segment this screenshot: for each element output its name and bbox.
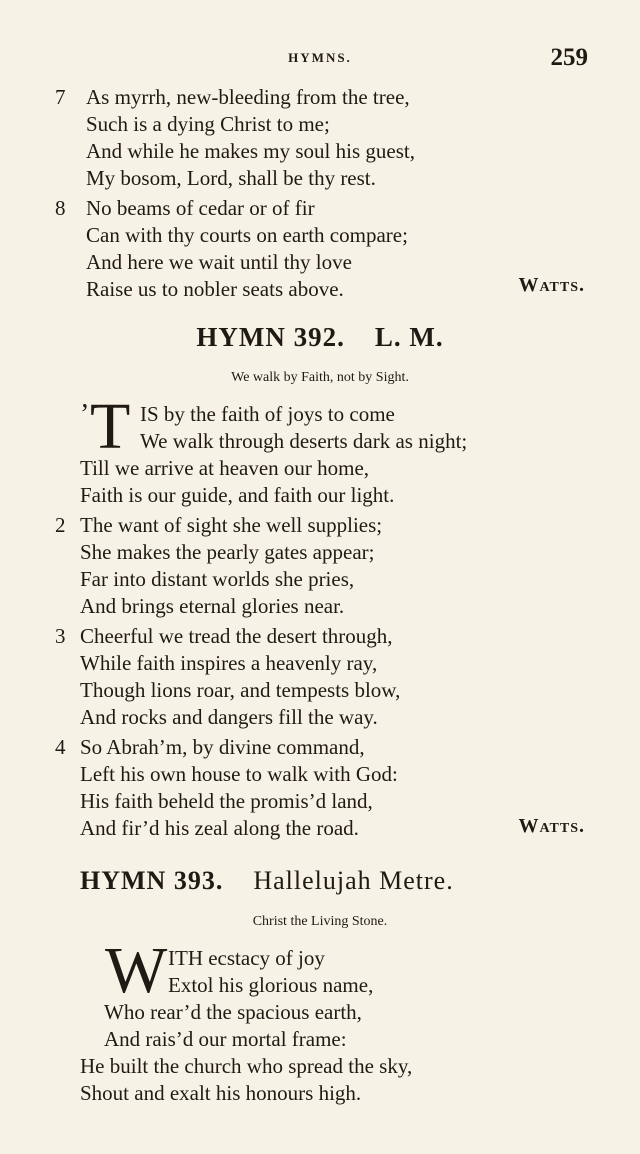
verse-line: Faith is our guide, and faith our light. xyxy=(80,483,395,507)
author-attribution: Watts. xyxy=(518,274,585,296)
verse-line: Though lions roar, and tempests blow, xyxy=(80,678,401,702)
author-attribution: Watts. xyxy=(518,815,585,837)
hymn-subtitle: Christ the Living Stone. xyxy=(252,914,388,929)
hymn-heading xyxy=(0,322,640,353)
verse-line: So Abrah’m, by divine command, xyxy=(80,735,365,759)
hymn-subtitle: We walk by Faith, not by Sight. xyxy=(231,370,409,385)
verse-line: Raise us to nobler seats above. xyxy=(86,277,344,301)
verse-line: And while he makes my soul his guest, xyxy=(86,139,415,163)
page-number: 259 xyxy=(550,44,588,71)
verse-line: Who rear’d the spacious earth, xyxy=(104,1000,362,1024)
verse-line: Extol his glorious name, xyxy=(168,973,374,997)
verse-line: Till we arrive at heaven our home, xyxy=(80,456,370,480)
verse-line: Shout and exalt his honours high. xyxy=(80,1081,362,1105)
verse-line: As myrrh, new-bleeding from the tree, xyxy=(86,85,410,109)
verse-number: 7 xyxy=(55,85,66,109)
hymn-number: HYMN 392. xyxy=(196,322,345,352)
verse-number: 3 xyxy=(55,624,66,648)
verse-number: 4 xyxy=(55,735,66,759)
verse-line: Left his own house to walk with God: xyxy=(80,762,398,786)
hymn-heading xyxy=(80,866,454,896)
verse-line: She makes the pearly gates appear; xyxy=(80,540,375,564)
verse-line: The want of sight she well supplies; xyxy=(80,513,383,537)
verse-line: Cheerful we tread the desert through, xyxy=(80,624,393,648)
running-head xyxy=(0,44,640,74)
verse-number: 8 xyxy=(55,196,66,220)
verse-line: And rocks and dangers fill the way. xyxy=(80,705,378,729)
drop-cap: T xyxy=(90,390,131,463)
verse-line: My bosom, Lord, shall be thy rest. xyxy=(86,166,376,190)
hymn-metre: Hallelujah Metre. xyxy=(253,866,454,895)
dropcap-apostrophe: ’ xyxy=(80,399,90,430)
verse-line: His faith beheld the promis’d land, xyxy=(80,789,373,813)
verse-line: We walk through deserts dark as night; xyxy=(140,429,468,453)
verse-line: No beams of cedar or of fir xyxy=(86,196,315,220)
verse-line: While faith inspires a heavenly ray, xyxy=(80,651,378,675)
verse-line: And brings eternal glories near. xyxy=(80,594,345,618)
verse-line: ITH ecstacy of joy xyxy=(168,946,325,970)
hymn-metre: L. M. xyxy=(374,322,444,352)
hymn-number: HYMN 393. xyxy=(80,866,224,895)
verse-line: And fir’d his zeal along the road. xyxy=(80,816,359,840)
running-title: HYMNS. xyxy=(288,50,352,65)
drop-cap: W xyxy=(105,934,168,1007)
verse-line: IS by the faith of joys to come xyxy=(140,402,395,426)
verse-line: Such is a dying Christ to me; xyxy=(86,112,330,136)
verse-line: And rais’d our mortal frame: xyxy=(104,1027,347,1051)
verse-line: And here we wait until thy love xyxy=(86,250,352,274)
verse-line: Far into distant worlds she pries, xyxy=(80,567,355,591)
verse-number: 2 xyxy=(55,513,66,537)
verse-line: He built the church who spread the sky, xyxy=(80,1054,413,1078)
verse-line: Can with thy courts on earth compare; xyxy=(86,223,408,247)
